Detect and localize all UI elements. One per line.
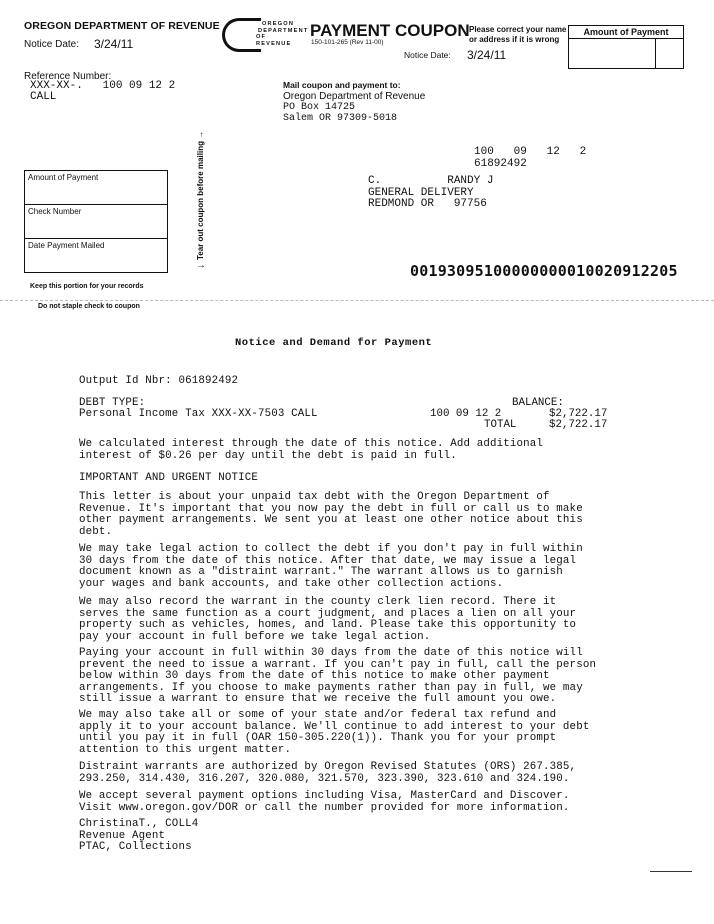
paragraph: We may take legal action to collect the debt if you don't pay in full within 30 days from the date of this notice. After that date, we may issue a legal document known as a "distraint warrant." The warrant allows us to garnish your wages and bank accounts, and take other collection actions. xyxy=(79,543,583,590)
records-stub xyxy=(24,170,168,273)
paragraph: We accept several payment options including Visa, MasterCard and Discover. Visit www.oregon.gov/DOR or call the number provided for more information. xyxy=(79,790,570,814)
amount-of-payment-header: Amount of Payment xyxy=(569,26,683,39)
debt-period: 100 09 12 2 xyxy=(430,408,502,420)
tear-instruction: Tear out coupon before mailing → xyxy=(196,130,205,260)
tear-line xyxy=(0,300,714,301)
notice-date-label-right: Notice Date: xyxy=(404,50,451,60)
paragraph: Distraint warrants are authorized by Oregon Revised Statutes (ORS) 267.385, 293.250, 314.430, 316.207, 320.080, 321.570, 323.390, 323.610 and 324.190. xyxy=(79,761,577,785)
paragraph: Paying your account in full within 30 days from the date of this notice will prevent the need to issue a warrant. If you can't pay in full, call the person below within 30 days from the date of this notice to make other payment arrangements. If you choose to make payments rather than pay in full, we may still issue a warrant to ensure that we receive the full amount you owe. xyxy=(79,647,597,705)
amount-of-payment-box[interactable] xyxy=(568,25,684,69)
stub-label: Date Payment Mailed xyxy=(28,241,105,250)
balance-label: BALANCE: xyxy=(512,397,564,409)
stub-row-amount[interactable] xyxy=(25,171,167,205)
stub-row-check[interactable] xyxy=(25,204,167,239)
mail-to-header: Mail coupon and payment to: xyxy=(283,80,401,90)
notice-title: Notice and Demand for Payment xyxy=(235,337,433,349)
agency-name: OREGON DEPARTMENT OF REVENUE xyxy=(24,20,220,32)
logo-line1: OREGON xyxy=(262,21,295,27)
staple-note: Do not staple check to coupon xyxy=(38,303,140,310)
stub-label: Check Number xyxy=(28,207,82,216)
reference-number xyxy=(30,81,175,103)
account-line2: 61892492 xyxy=(474,158,527,170)
balance-amount: $2,722.17 xyxy=(549,408,608,420)
reference-label: Reference Number: xyxy=(24,71,112,82)
notice-date-value-right: 3/24/11 xyxy=(467,48,507,62)
paragraph: We calculated interest through the date of this notice. Add additional interest of $0.26 per day until the debt is paid in full. xyxy=(79,438,544,462)
notice-date-value: 3/24/11 xyxy=(94,37,134,51)
account-line1: 100 09 12 2 xyxy=(474,146,587,158)
keep-note: Keep this portion for your records xyxy=(30,283,144,290)
cents-divider xyxy=(655,38,656,68)
mail-address xyxy=(283,91,425,124)
address-line: C. RANDY J xyxy=(368,175,494,187)
logo-line2: DEPARTMENT xyxy=(258,27,309,34)
debt-type-label: DEBT TYPE: xyxy=(79,397,146,409)
stub-row-date[interactable] xyxy=(25,238,167,271)
total-label: TOTAL xyxy=(484,419,517,431)
payment-coupon-title: PAYMENT COUPON xyxy=(310,21,470,40)
taxpayer-address xyxy=(368,176,493,211)
mail-address-line: Salem OR 97309-5018 xyxy=(283,113,398,124)
mail-address-line: Oregon Department of Revenue xyxy=(283,91,426,102)
notice-date-label: Notice Date: xyxy=(24,39,80,50)
ocr-scanline: 00193095100000000010020912205 xyxy=(410,262,678,280)
stub-label: Amount of Payment xyxy=(28,173,99,182)
notice-date-left xyxy=(24,37,134,51)
correction-note: Please correct your name or address if it is wrong xyxy=(469,25,567,44)
reference-line1: XXX-XX-. 100 09 12 2 xyxy=(30,80,176,92)
notice-date-right xyxy=(404,48,507,62)
mail-address-line: PO Box 14725 xyxy=(283,102,356,113)
dor-logo xyxy=(222,18,309,48)
signature-block: ChristinaT., COLL4 Revenue Agent PTAC, Collections xyxy=(79,818,199,853)
arrow-right-icon: → xyxy=(196,260,206,271)
paragraph: We may also record the warrant in the county clerk lien record. There it serves the same function as a court judgment, and places a lien on all your property such as vehicles, homes, and land. Please take this opportunity to pay your account in full before we take legal action. xyxy=(79,596,577,643)
paragraph: We may also take all or some of your state and/or federal tax refund and apply it to your account balance. We'll continue to add interest to your debt until you pay it in full (OAR 150-305.220(1)). Thank you for your prompt attention to this urgent matter. xyxy=(79,709,590,756)
reference-line2: CALL xyxy=(30,91,57,103)
paragraph: This letter is about your unpaid tax debt with the Oregon Department of Revenue. It's important that you now pay the debt in full or call us to make other payment arrangements. We sent you at least one other notice about this debt. xyxy=(79,491,583,538)
debt-type: Personal Income Tax XXX-XX-7503 CALL xyxy=(79,408,318,420)
address-line: REDMOND OR 97756 xyxy=(368,198,487,210)
logo-line3: OF REVENUE xyxy=(256,34,292,47)
address-line: GENERAL DELIVERY xyxy=(368,186,474,199)
urgent-heading: IMPORTANT AND URGENT NOTICE xyxy=(79,472,258,484)
output-id: Output Id Nbr: 061892492 xyxy=(79,375,239,387)
account-number xyxy=(474,146,586,170)
form-number: 150-101-265 (Rev 11-00) xyxy=(311,39,384,46)
total-amount: $2,722.17 xyxy=(549,419,608,431)
corner-mark xyxy=(650,871,692,872)
